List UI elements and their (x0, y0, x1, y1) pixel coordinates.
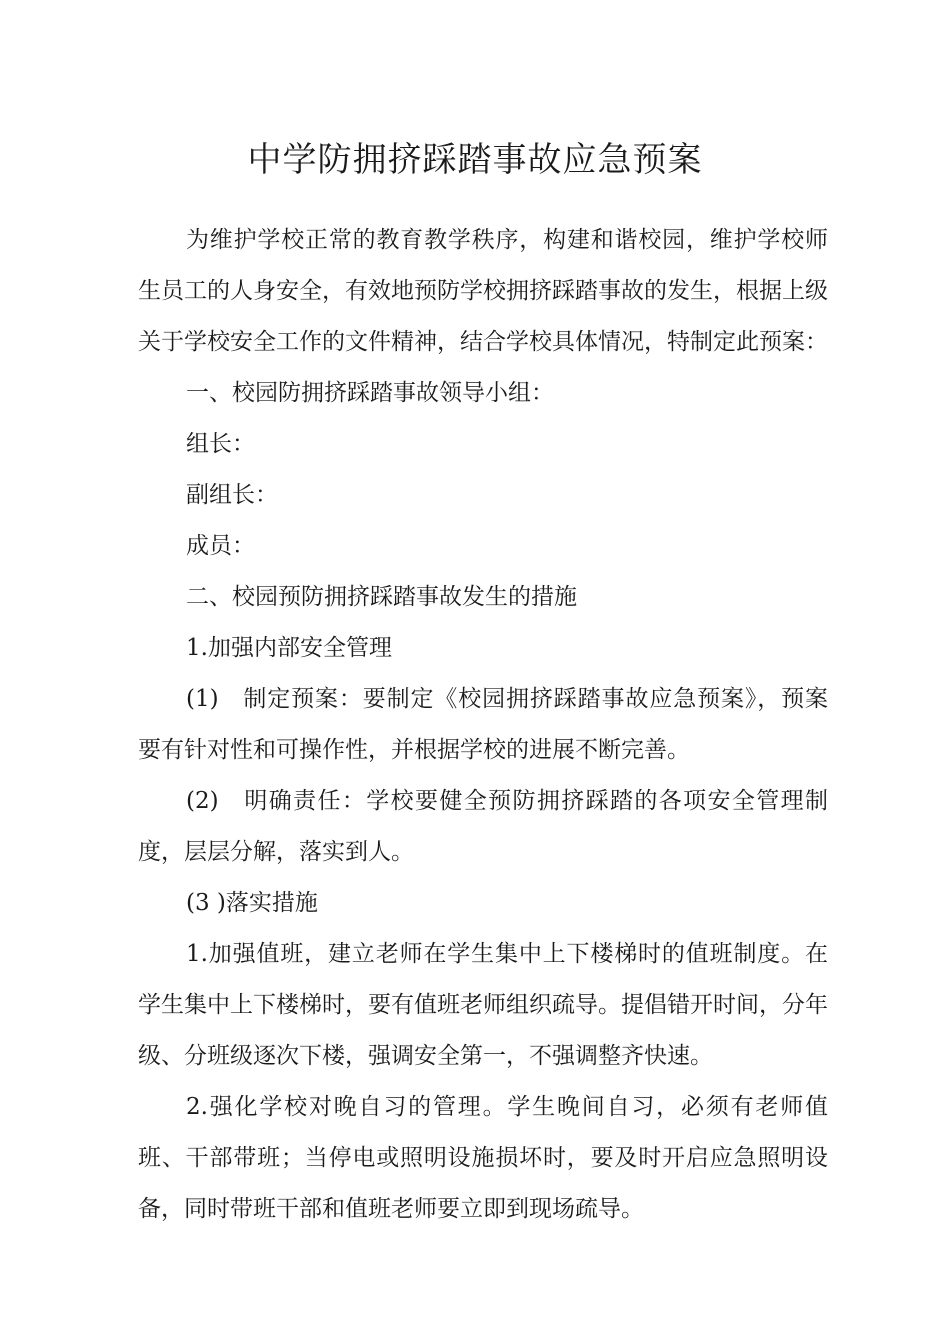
item-implement-measures: (3 )落实措施 (186, 890, 318, 916)
group-leader-line: 组长： (186, 431, 255, 457)
document-title: 中学防拥挤踩踏事故应急预案 (247, 140, 703, 180)
section-heading-measures: 二、校园预防拥挤踩踏事故发生的措施 (186, 584, 577, 610)
item-formulate-plan: (1) 制定预案：要制定《校园拥挤踩踏事故应急预案》，预案要有针对性和可操作性，并根据学校的进展不断完善。 (138, 686, 828, 763)
subheading-internal-safety: 1.加强内部安全管理 (186, 635, 392, 661)
section-heading-leadership-group: 一、校园防拥挤踩踏事故领导小组： (186, 380, 554, 406)
deputy-leader-line: 副组长： (186, 482, 278, 508)
measure-strengthen-duty: 1.加强值班，建立老师在学生集中上下楼梯时的值班制度。在学生集中上下楼梯时，要有值班老师组织疏导。提倡错开时间，分年级、分班级逐次下楼，强调安全第一，不强调整齐快速。 (138, 941, 828, 1069)
members-line: 成员： (186, 533, 255, 559)
measure-evening-study: 2.强化学校对晚自习的管理。学生晚间自习，必须有老师值班、干部带班；当停电或照明设施损坏时，要及时开启应急照明设备，同时带班干部和值班老师要立即到现场疏导。 (138, 1094, 828, 1222)
intro-paragraph: 为维护学校正常的教育教学秩序，构建和谐校园，维护学校师生员工的人身安全，有效地预防学校拥挤踩踏事故的发生，根据上级关于学校安全工作的文件精神，结合学校具体情况，特制定此预案： (138, 227, 828, 355)
document-body (138, 215, 828, 1235)
item-clarify-responsibility: (2) 明确责任：学校要健全预防拥挤踩踏的各项安全管理制度，层层分解，落实到人。 (138, 788, 828, 865)
